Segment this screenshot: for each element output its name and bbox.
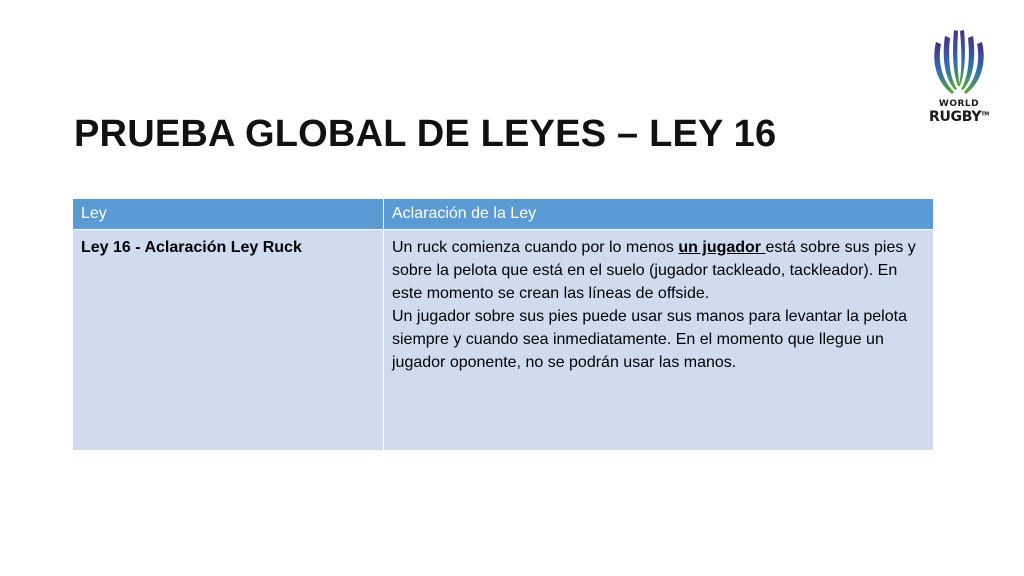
clarification-text-end: está sobre sus pies y sobre la pelota que está en el suelo (jugador tackleado, tackleador). En este momento se crean las líneas de offside.: [392, 239, 916, 302]
column-header-clarification: Aclaración de la Ley: [384, 199, 934, 230]
rugby-ball-emblem-icon: [926, 28, 992, 98]
table-header-row: [73, 199, 934, 230]
law-clarification-cell: [384, 230, 934, 451]
clarification-paragraph-2: Un jugador sobre sus pies puede usar sus manos para levantar la pelota siempre y cuando sea inmediatamente. En el momento que llegue un jugador oponente, no se podrán usar las manos.: [392, 308, 907, 371]
column-header-law: Ley: [73, 199, 384, 230]
clarification-text-start: Un ruck comienza cuando por lo menos: [392, 239, 679, 256]
world-rugby-logo: [926, 28, 992, 128]
page-title: PRUEBA GLOBAL DE LEYES – LEY 16: [74, 113, 777, 155]
clarification-underlined-text: un jugador: [678, 239, 766, 256]
logo-world-text: WORLD: [938, 99, 980, 109]
logo-rugby-text: RUGBY™: [929, 109, 989, 125]
table-row: [73, 230, 934, 451]
law-table: [72, 198, 934, 451]
law-name-cell: Ley 16 - Aclaración Ley Ruck: [73, 230, 384, 451]
